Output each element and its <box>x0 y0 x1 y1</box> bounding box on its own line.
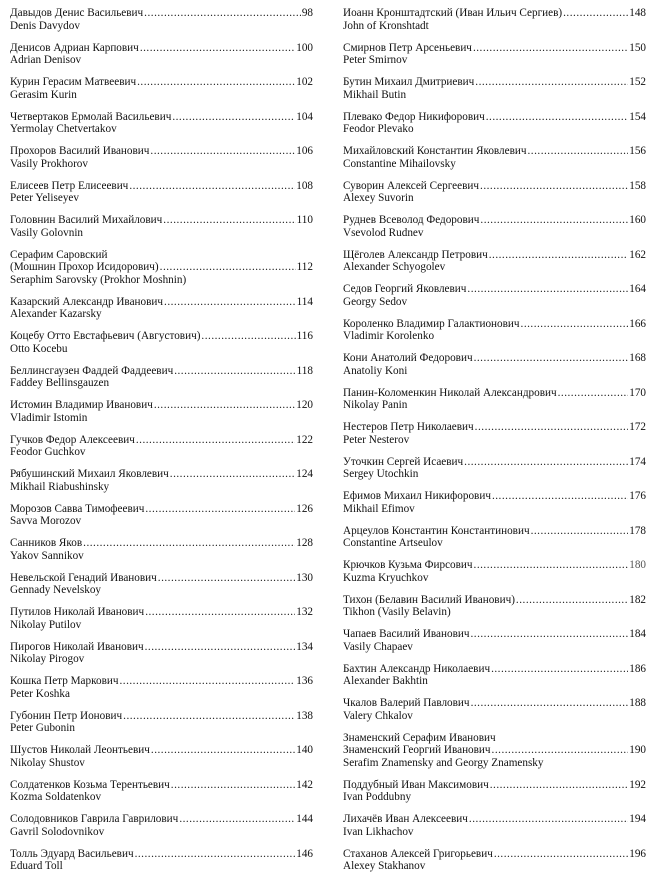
toc-entry <box>10 537 313 572</box>
entry-russian-name: Головнин Василий Михайлович <box>10 214 162 227</box>
entry-english-name: Vladimir Korolenko <box>343 330 646 343</box>
toc-entry <box>10 180 313 215</box>
toc-right-column <box>343 7 646 882</box>
dot-leader <box>172 111 295 124</box>
entry-page-number: 188 <box>629 697 646 710</box>
entry-english-name: Alexey Suvorin <box>343 192 646 205</box>
toc-entry <box>343 628 646 663</box>
entry-english-name: Vsevolod Rudnev <box>343 227 646 240</box>
toc-entry <box>343 490 646 525</box>
dot-leader <box>467 283 628 296</box>
entry-english-name: Constantine Mihailovsky <box>343 158 646 171</box>
entry-english-name: Nikolay Pirogov <box>10 653 313 666</box>
toc-entry <box>10 710 313 745</box>
toc-entry <box>10 76 313 111</box>
entry-english-name: Serafim Znamensky and Georgy Znamensky <box>343 757 646 770</box>
entry-page-number: 124 <box>296 468 313 481</box>
toc-entry <box>10 296 313 331</box>
dot-leader <box>179 813 295 826</box>
entry-russian-name: Солдатенков Козьма Терентьевич <box>10 779 170 792</box>
entry-page-number: 190 <box>629 744 646 757</box>
entry-page-number: 120 <box>296 399 313 412</box>
entry-russian-name: Губонин Петр Ионович <box>10 710 122 723</box>
entry-page-number: 166 <box>629 318 646 331</box>
entry-russian-name-line: Знаменский Серафим Иванович <box>343 732 646 745</box>
dot-leader <box>158 572 295 585</box>
entry-page-number: 136 <box>296 675 313 688</box>
entry-page-number: 134 <box>296 641 313 654</box>
toc-entry <box>343 813 646 848</box>
entry-page-number: 106 <box>296 145 313 158</box>
entry-russian-name: Шустов Николай Леонтьевич <box>10 744 150 757</box>
dot-leader <box>174 365 295 378</box>
dot-leader <box>136 434 295 447</box>
entry-russian-name: Бутин Михаил Дмитриевич <box>343 76 474 89</box>
entry-english-name: Eduard Toll <box>10 860 313 873</box>
dot-leader <box>494 848 628 861</box>
entry-page-number: 160 <box>629 214 646 227</box>
entry-russian-name: Короленко Владимир Галактионович <box>343 318 520 331</box>
entry-russian-name: Курин Герасим Матвеевич <box>10 76 136 89</box>
entry-english-name: Feodor Plevako <box>343 123 646 136</box>
entry-page-number: 158 <box>629 180 646 193</box>
entry-english-name: Otto Kocebu <box>10 343 313 356</box>
dot-leader <box>170 468 295 481</box>
entry-page-number: 102 <box>296 76 313 89</box>
entry-page-number: 142 <box>296 779 313 792</box>
toc-entry <box>10 848 313 882</box>
entry-page-number: 140 <box>296 744 313 757</box>
toc-entry <box>343 697 646 732</box>
dot-leader <box>129 180 295 193</box>
entry-english-name: Denis Davydov <box>10 20 313 33</box>
dot-leader <box>558 387 629 400</box>
entry-page-number: 122 <box>296 434 313 447</box>
toc-entry <box>343 145 646 180</box>
dot-leader <box>528 145 629 158</box>
toc-entry <box>343 525 646 560</box>
toc-left-column <box>10 7 313 882</box>
dot-leader <box>145 641 296 654</box>
entry-page-number: 104 <box>296 111 313 124</box>
entry-page-number: 174 <box>629 456 646 469</box>
entry-page-number: 194 <box>629 813 646 826</box>
toc-entry <box>343 76 646 111</box>
toc-entry <box>10 572 313 607</box>
entry-english-name: Vladimir Istomin <box>10 412 313 425</box>
entry-page-number: 180 <box>629 559 646 572</box>
dot-leader <box>563 7 628 20</box>
toc-entry <box>343 456 646 491</box>
entry-russian-name: Невельской Генадий Иванович <box>10 572 157 585</box>
toc-entry <box>343 180 646 215</box>
entry-russian-name: Чкалов Валерий Павлович <box>343 697 470 710</box>
toc-entry <box>10 7 313 42</box>
dot-leader <box>480 180 628 193</box>
toc-entry <box>343 779 646 814</box>
dot-leader <box>516 594 628 607</box>
entry-page-number: 170 <box>629 387 646 400</box>
entry-russian-name: Лихачёв Иван Алексеевич <box>343 813 468 826</box>
entry-english-name: Vasily Chapaev <box>343 641 646 654</box>
entry-english-name: Yermolay Chetvertakov <box>10 123 313 136</box>
entry-english-name: Kuzma Kryuchkov <box>343 572 646 585</box>
dot-leader <box>145 503 295 516</box>
dot-leader <box>490 779 629 792</box>
entry-russian-name: Бахтин Александр Николаевич <box>343 663 490 676</box>
toc-entry <box>343 352 646 387</box>
entry-page-number: 178 <box>629 525 646 538</box>
dot-leader <box>137 76 295 89</box>
entry-english-name: Valery Chkalov <box>343 710 646 723</box>
toc-entry <box>10 399 313 434</box>
dot-leader <box>491 663 628 676</box>
entry-english-name: Peter Gubonin <box>10 722 313 735</box>
entry-page-number: 114 <box>297 296 313 309</box>
entry-page-number: 168 <box>629 352 646 365</box>
entry-english-name: Adrian Denisov <box>10 54 313 67</box>
entry-english-name: Nikolay Shustov <box>10 757 313 770</box>
toc-entry <box>10 42 313 77</box>
entry-russian-name: Солодовников Гаврила Гаврилович <box>10 813 178 826</box>
entry-english-name: Anatoliy Koni <box>343 365 646 378</box>
entry-russian-name: Прохоров Василий Иванович <box>10 145 149 158</box>
dot-leader <box>144 7 301 20</box>
entry-russian-name: Чапаев Василий Иванович <box>343 628 469 641</box>
entry-english-name: Mikhail Butin <box>343 89 646 102</box>
entry-english-name: Kozma Soldatenkov <box>10 791 313 804</box>
entry-english-name: Vasily Prokhorov <box>10 158 313 171</box>
dot-leader <box>135 848 296 861</box>
entry-page-number: 146 <box>296 848 313 861</box>
toc-entry <box>343 421 646 456</box>
toc-entry <box>343 111 646 146</box>
toc-entry <box>10 145 313 180</box>
entry-page-number: 172 <box>629 421 646 434</box>
entry-english-name: John of Kronshtadt <box>343 20 646 33</box>
entry-english-name: Yakov Sannikov <box>10 550 313 563</box>
entry-english-name: Gavril Solodovnikov <box>10 826 313 839</box>
entry-russian-name: Путилов Николай Иванович <box>10 606 144 619</box>
entry-english-name: Feodor Guchkov <box>10 446 313 459</box>
dot-leader <box>492 744 629 757</box>
entry-russian-name: Рябушинский Михаил Яковлевич <box>10 468 169 481</box>
entry-page-number: 126 <box>296 503 313 516</box>
dot-leader <box>475 76 628 89</box>
toc-entry <box>343 249 646 284</box>
toc-entry <box>343 42 646 77</box>
entry-page-number: 164 <box>629 283 646 296</box>
entry-page-number: 186 <box>629 663 646 676</box>
entry-page-number: 154 <box>629 111 646 124</box>
entry-page-number: 162 <box>629 249 646 262</box>
entry-page-number: 150 <box>629 42 646 55</box>
entry-russian-name: Морозов Савва Тимофеевич <box>10 503 144 516</box>
entry-russian-name: Михайловский Константин Яковлевич <box>343 145 527 158</box>
dot-leader <box>201 330 295 343</box>
toc-entry <box>10 503 313 538</box>
entry-english-name: Faddey Bellinsgauzen <box>10 377 313 390</box>
entry-english-name: Seraphim Sarovsky (Prokhor Moshnin) <box>10 274 313 287</box>
dot-leader <box>470 628 628 641</box>
dot-leader <box>160 261 296 274</box>
toc-entry <box>10 434 313 469</box>
entry-russian-name: Казарский Александр Иванович <box>10 296 163 309</box>
entry-page-number: 110 <box>297 214 313 227</box>
toc-entry <box>343 214 646 249</box>
entry-russian-name: Истомин Владимир Иванович <box>10 399 153 412</box>
dot-leader <box>164 296 296 309</box>
entry-english-name: Nikolay Putilov <box>10 619 313 632</box>
entry-russian-name: Поддубный Иван Максимович <box>343 779 489 792</box>
entry-page-number: 196 <box>629 848 646 861</box>
entry-page-number: 184 <box>629 628 646 641</box>
entry-page-number: 182 <box>629 594 646 607</box>
toc-entry <box>343 387 646 422</box>
dot-leader <box>154 399 295 412</box>
entry-english-name: Gerasim Kurin <box>10 89 313 102</box>
entry-russian-name: Панин-Коломенкин Николай Александрович <box>343 387 557 400</box>
dot-leader <box>475 421 629 434</box>
entry-english-name: Constantine Artseulov <box>343 537 646 550</box>
toc-entry <box>10 641 313 676</box>
entry-russian-name: Крючков Кузьма Фирсович <box>343 559 473 572</box>
entry-page-number: 138 <box>296 710 313 723</box>
toc-entry <box>10 214 313 249</box>
dot-leader <box>492 490 628 503</box>
dot-leader <box>123 710 295 723</box>
entry-russian-name: Нестеров Петр Николаевич <box>343 421 474 434</box>
entry-russian-name: Толль Эдуард Васильевич <box>10 848 134 861</box>
entry-english-name: Ivan Likhachov <box>343 826 646 839</box>
entry-russian-name: Уточкин Сергей Исаевич <box>343 456 463 469</box>
entry-page-number: 118 <box>297 365 313 378</box>
dot-leader <box>473 42 628 55</box>
toc-entry <box>10 813 313 848</box>
dot-leader <box>145 606 295 619</box>
toc-entry <box>343 594 646 629</box>
entry-english-name: Tikhon (Vasily Belavin) <box>343 606 646 619</box>
entry-english-name: Savva Morozov <box>10 515 313 528</box>
dot-leader <box>486 111 628 124</box>
entry-page-number: 176 <box>629 490 646 503</box>
dot-leader <box>480 214 628 227</box>
entry-english-name: Peter Yeliseyev <box>10 192 313 205</box>
entry-page-number: 98 <box>302 7 313 20</box>
entry-english-name: Peter Smirnov <box>343 54 646 67</box>
entry-english-name: Vasily Golovnin <box>10 227 313 240</box>
entry-russian-name: Кошка Петр Маркович <box>10 675 118 688</box>
entry-russian-name: Елисеев Петр Елисеевич <box>10 180 128 193</box>
toc-entry <box>10 365 313 400</box>
entry-english-name: Alexander Bakhtin <box>343 675 646 688</box>
toc-entry <box>343 732 646 779</box>
entry-russian-name-line: Серафим Саровский <box>10 249 313 262</box>
entry-page-number: 148 <box>629 7 646 20</box>
toc-entry <box>10 744 313 779</box>
entry-english-name: Ivan Poddubny <box>343 791 646 804</box>
dot-leader <box>531 525 629 538</box>
toc-entry <box>343 663 646 698</box>
entry-russian-name: Руднев Всеволод Федорович <box>343 214 479 227</box>
entry-page-number: 192 <box>629 779 646 792</box>
toc-entry <box>10 111 313 146</box>
entry-russian-name: Тихон (Белавин Василий Иванович) <box>343 594 515 607</box>
entry-english-name: Mikhail Riabushinsky <box>10 481 313 494</box>
entry-english-name: Alexander Kazarsky <box>10 308 313 321</box>
entry-english-name: Georgy Sedov <box>343 296 646 309</box>
dot-leader <box>474 559 629 572</box>
entry-russian-name: Смирнов Петр Арсеньевич <box>343 42 472 55</box>
entry-russian-name: Суворин Алексей Сергеевич <box>343 180 479 193</box>
entry-english-name: Gennady Nevelskoy <box>10 584 313 597</box>
entry-page-number: 144 <box>296 813 313 826</box>
entry-russian-name: Санников Яков <box>10 537 82 550</box>
entry-page-number: 132 <box>296 606 313 619</box>
entry-russian-name-line: Знаменский Георгий Иванович <box>343 744 491 757</box>
dot-leader <box>464 456 628 469</box>
toc-entry <box>343 283 646 318</box>
entry-russian-name: Седов Георгий Яковлевич <box>343 283 466 296</box>
entry-russian-name: Щёголев Александр Петрович <box>343 249 488 262</box>
toc-entry <box>10 468 313 503</box>
entry-russian-name: Четвертаков Ермолай Васильевич <box>10 111 171 124</box>
entry-russian-name: Плевако Федор Никифорович <box>343 111 485 124</box>
toc-entry <box>10 249 313 296</box>
toc-entry <box>10 779 313 814</box>
entry-english-name: Nikolay Panin <box>343 399 646 412</box>
entry-russian-name: Пирогов Николай Иванович <box>10 641 144 654</box>
entry-russian-name: Денисов Адриан Карпович <box>10 42 139 55</box>
entry-page-number: 130 <box>296 572 313 585</box>
dot-leader <box>119 675 295 688</box>
toc-entry <box>343 559 646 594</box>
entry-page-number: 108 <box>296 180 313 193</box>
entry-page-number: 100 <box>296 42 313 55</box>
dot-leader <box>489 249 629 262</box>
entry-english-name: Alexey Stakhanov <box>343 860 646 873</box>
dot-leader <box>521 318 629 331</box>
toc-entry <box>343 318 646 353</box>
entry-russian-name: Иоанн Кронштадтский (Иван Ильич Сергиев) <box>343 7 562 20</box>
dot-leader <box>171 779 295 792</box>
entry-russian-name: Коцебу Отто Евстафьевич (Августович) <box>10 330 200 343</box>
dot-leader <box>150 145 295 158</box>
entry-page-number: 152 <box>629 76 646 89</box>
entry-page-number: 156 <box>629 145 646 158</box>
entry-russian-name: Арцеулов Константин Константинович <box>343 525 530 538</box>
dot-leader <box>151 744 295 757</box>
toc-entry <box>10 675 313 710</box>
dot-leader <box>140 42 295 55</box>
entry-russian-name: Гучков Федор Алексеевич <box>10 434 135 447</box>
entry-russian-name: Беллинсгаузен Фаддей Фаддеевич <box>10 365 173 378</box>
entry-russian-name-line: (Мошнин Прохор Исидорович) <box>10 261 159 274</box>
entry-russian-name: Стаханов Алексей Григорьевич <box>343 848 493 861</box>
toc-entry <box>10 606 313 641</box>
dot-leader <box>83 537 295 550</box>
entry-page-number: 128 <box>296 537 313 550</box>
dot-leader <box>469 813 628 826</box>
dot-leader <box>471 697 629 710</box>
entry-english-name: Peter Koshka <box>10 688 313 701</box>
entry-page-number: 112 <box>297 261 313 274</box>
toc-entry <box>343 848 646 882</box>
entry-page-number: 116 <box>297 330 313 343</box>
entry-english-name: Peter Nesterov <box>343 434 646 447</box>
entry-english-name: Alexander Schyogolev <box>343 261 646 274</box>
toc-entry <box>10 330 313 365</box>
toc-entry <box>343 7 646 42</box>
entry-russian-name: Кони Анатолий Федорович <box>343 352 473 365</box>
dot-leader <box>474 352 629 365</box>
entry-russian-name: Давыдов Денис Васильевич <box>10 7 143 20</box>
entry-english-name: Mikhail Efimov <box>343 503 646 516</box>
entry-russian-name: Ефимов Михаил Никифорович <box>343 490 491 503</box>
entry-english-name: Sergey Utochkin <box>343 468 646 481</box>
dot-leader <box>163 214 295 227</box>
